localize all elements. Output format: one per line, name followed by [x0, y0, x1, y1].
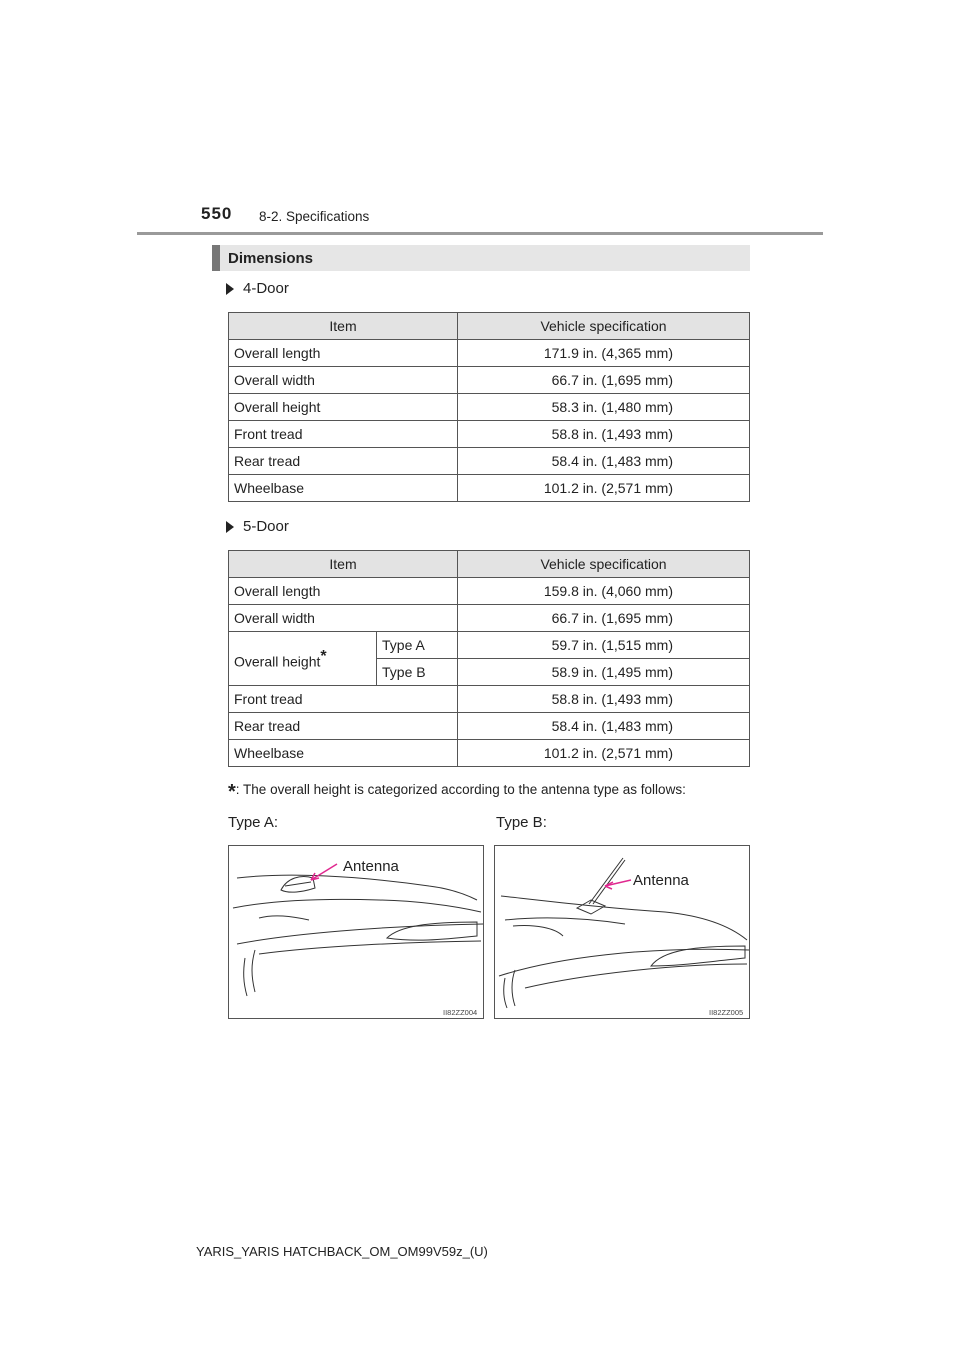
column-header-item: Item [229, 551, 458, 578]
row-value: 59.7 in. (1,515 mm) [458, 632, 750, 659]
figure-code: II82ZZ004 [443, 1008, 478, 1017]
footnote-text: : The overall height is categorized according to the antenna type as follows: [235, 782, 686, 797]
row-item: Wheelbase [229, 475, 458, 502]
column-header-spec: Vehicle specification [458, 551, 750, 578]
table-header-row [229, 313, 750, 340]
row-value: 171.9 in. (4,365 mm) [458, 340, 750, 367]
row-value: 66.7 in. (1,695 mm) [458, 367, 750, 394]
table-row [229, 394, 750, 421]
four-door-subheading [226, 280, 289, 297]
row-item: Rear tread [229, 448, 458, 475]
pole-antenna-illustration [495, 846, 751, 1020]
overall-height-label: Overall height [234, 653, 321, 670]
row-value: 58.8 in. (1,493 mm) [458, 421, 750, 448]
five-door-subheading [226, 518, 289, 535]
row-item-overall-height [229, 632, 377, 686]
footnote-marker: * [228, 781, 236, 803]
row-item: Overall length [229, 578, 458, 605]
dimensions-heading-text: Dimensions [228, 250, 314, 267]
row-value: 58.3 in. (1,480 mm) [458, 394, 750, 421]
table-row [229, 740, 750, 767]
header-divider [137, 232, 823, 235]
row-item: Wheelbase [229, 740, 458, 767]
column-header-spec: Vehicle specification [458, 313, 750, 340]
row-item: Front tread [229, 421, 458, 448]
four-door-label: 4-Door [243, 280, 289, 297]
row-item: Rear tread [229, 713, 458, 740]
table-row [229, 421, 750, 448]
table-row [229, 632, 750, 659]
row-item: Overall length [229, 340, 458, 367]
footnote-marker: * [320, 647, 327, 665]
table-row [229, 475, 750, 502]
row-item: Overall width [229, 605, 458, 632]
five-door-label: 5-Door [243, 518, 289, 535]
table-row [229, 605, 750, 632]
row-value: 101.2 in. (2,571 mm) [458, 475, 750, 502]
row-item: Front tread [229, 686, 458, 713]
row-subitem: Type B [377, 659, 458, 686]
table-row [229, 686, 750, 713]
row-value: 58.4 in. (1,483 mm) [458, 448, 750, 475]
row-value: 101.2 in. (2,571 mm) [458, 740, 750, 767]
table-header-row [229, 551, 750, 578]
row-value: 159.8 in. (4,060 mm) [458, 578, 750, 605]
dimensions-heading [212, 245, 750, 271]
table-row [229, 340, 750, 367]
antenna-callout-label: Antenna [633, 872, 689, 889]
four-door-spec-table [228, 312, 750, 502]
row-value: 58.8 in. (1,493 mm) [458, 686, 750, 713]
type-b-figure [494, 845, 750, 1019]
table-row [229, 367, 750, 394]
row-subitem: Type A [377, 632, 458, 659]
column-header-item: Item [229, 313, 458, 340]
table-row [229, 578, 750, 605]
section-title: 8-2. Specifications [259, 209, 370, 224]
row-value: 66.7 in. (1,695 mm) [458, 605, 750, 632]
row-value: 58.9 in. (1,495 mm) [458, 659, 750, 686]
row-item: Overall width [229, 367, 458, 394]
type-a-figure [228, 845, 484, 1019]
footnote [228, 781, 686, 804]
triangle-bullet-icon [226, 283, 234, 295]
table-row [229, 713, 750, 740]
figure-code: II82ZZ005 [709, 1008, 744, 1017]
footer-document-id: YARIS_YARIS HATCHBACK_OM_OM99V59z_(U) [196, 1244, 488, 1259]
type-b-label: Type B: [496, 814, 547, 831]
page-number: 550 [201, 204, 233, 223]
antenna-callout-label: Antenna [343, 858, 399, 875]
triangle-bullet-icon [226, 521, 234, 533]
five-door-spec-table [228, 550, 750, 767]
row-value: 58.4 in. (1,483 mm) [458, 713, 750, 740]
table-row [229, 448, 750, 475]
type-a-label: Type A: [228, 814, 279, 831]
row-item: Overall height [229, 394, 458, 421]
